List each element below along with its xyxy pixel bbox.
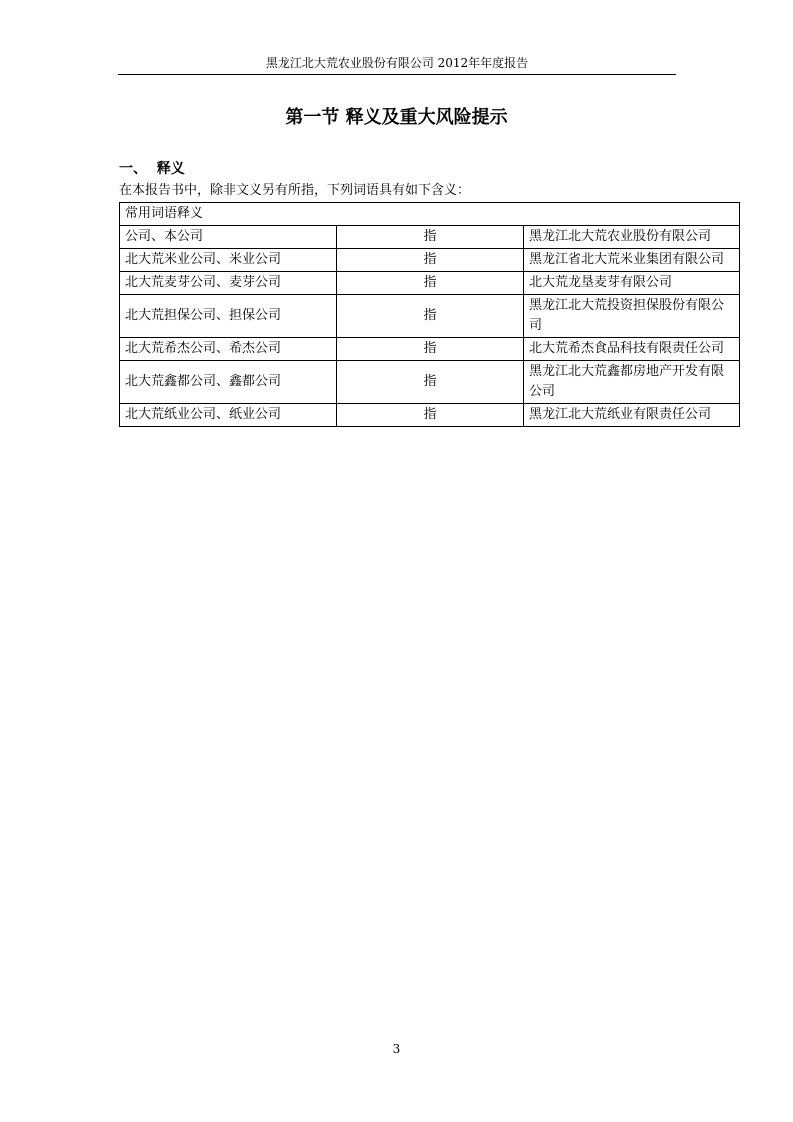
term-cell: 北大荒担保公司、担保公司 <box>120 295 337 338</box>
term-cell: 北大荒米业公司、米业公司 <box>120 249 337 272</box>
definition-cell: 黑龙江北大荒鑫都房地产开发有限公司 <box>524 361 740 404</box>
table-row <box>120 361 740 404</box>
term-cell: 北大荒麦芽公司、麦芽公司 <box>120 272 337 295</box>
refers-to-cell: 指 <box>337 249 524 272</box>
definition-cell: 黑龙江省北大荒米业集团有限公司 <box>524 249 740 272</box>
term-cell: 北大荒纸业公司、纸业公司 <box>120 404 337 427</box>
definition-cell: 黑龙江北大荒农业股份有限公司 <box>524 226 740 249</box>
table-row <box>120 249 740 272</box>
refers-to-cell: 指 <box>337 361 524 404</box>
header-divider <box>118 74 676 75</box>
table-caption: 常用词语释义 <box>120 203 740 226</box>
table-row <box>120 404 740 427</box>
page-title: 第一节 释义及重大风险提示 <box>285 107 508 128</box>
table-row <box>120 295 740 338</box>
term-cell: 北大荒鑫都公司、鑫都公司 <box>120 361 337 404</box>
definition-cell: 北大荒龙垦麦芽有限公司 <box>524 272 740 295</box>
table-caption-row <box>120 203 740 226</box>
table-row <box>120 272 740 295</box>
term-cell: 公司、本公司 <box>120 226 337 249</box>
refers-to-cell: 指 <box>337 338 524 361</box>
refers-to-cell: 指 <box>337 272 524 295</box>
term-cell: 北大荒希杰公司、希杰公司 <box>120 338 337 361</box>
table-row <box>120 226 740 249</box>
section-heading: 一、 释义 <box>119 161 185 177</box>
refers-to-cell: 指 <box>337 404 524 427</box>
refers-to-cell: 指 <box>337 226 524 249</box>
intro-paragraph: 在本报告书中，除非文义另有所指，下列词语具有如下含义： <box>119 183 471 198</box>
definition-cell: 黑龙江北大荒纸业有限责任公司 <box>524 404 740 427</box>
definition-cell: 黑龙江北大荒投资担保股份有限公司 <box>524 295 740 338</box>
table-row <box>120 338 740 361</box>
definitions-table <box>119 202 740 427</box>
refers-to-cell: 指 <box>337 295 524 338</box>
running-header: 黑龙江北大荒农业股份有限公司 2012年年度报告 <box>265 56 529 70</box>
page-number: 3 <box>392 1042 401 1056</box>
definition-cell: 北大荒希杰食品科技有限责任公司 <box>524 338 740 361</box>
